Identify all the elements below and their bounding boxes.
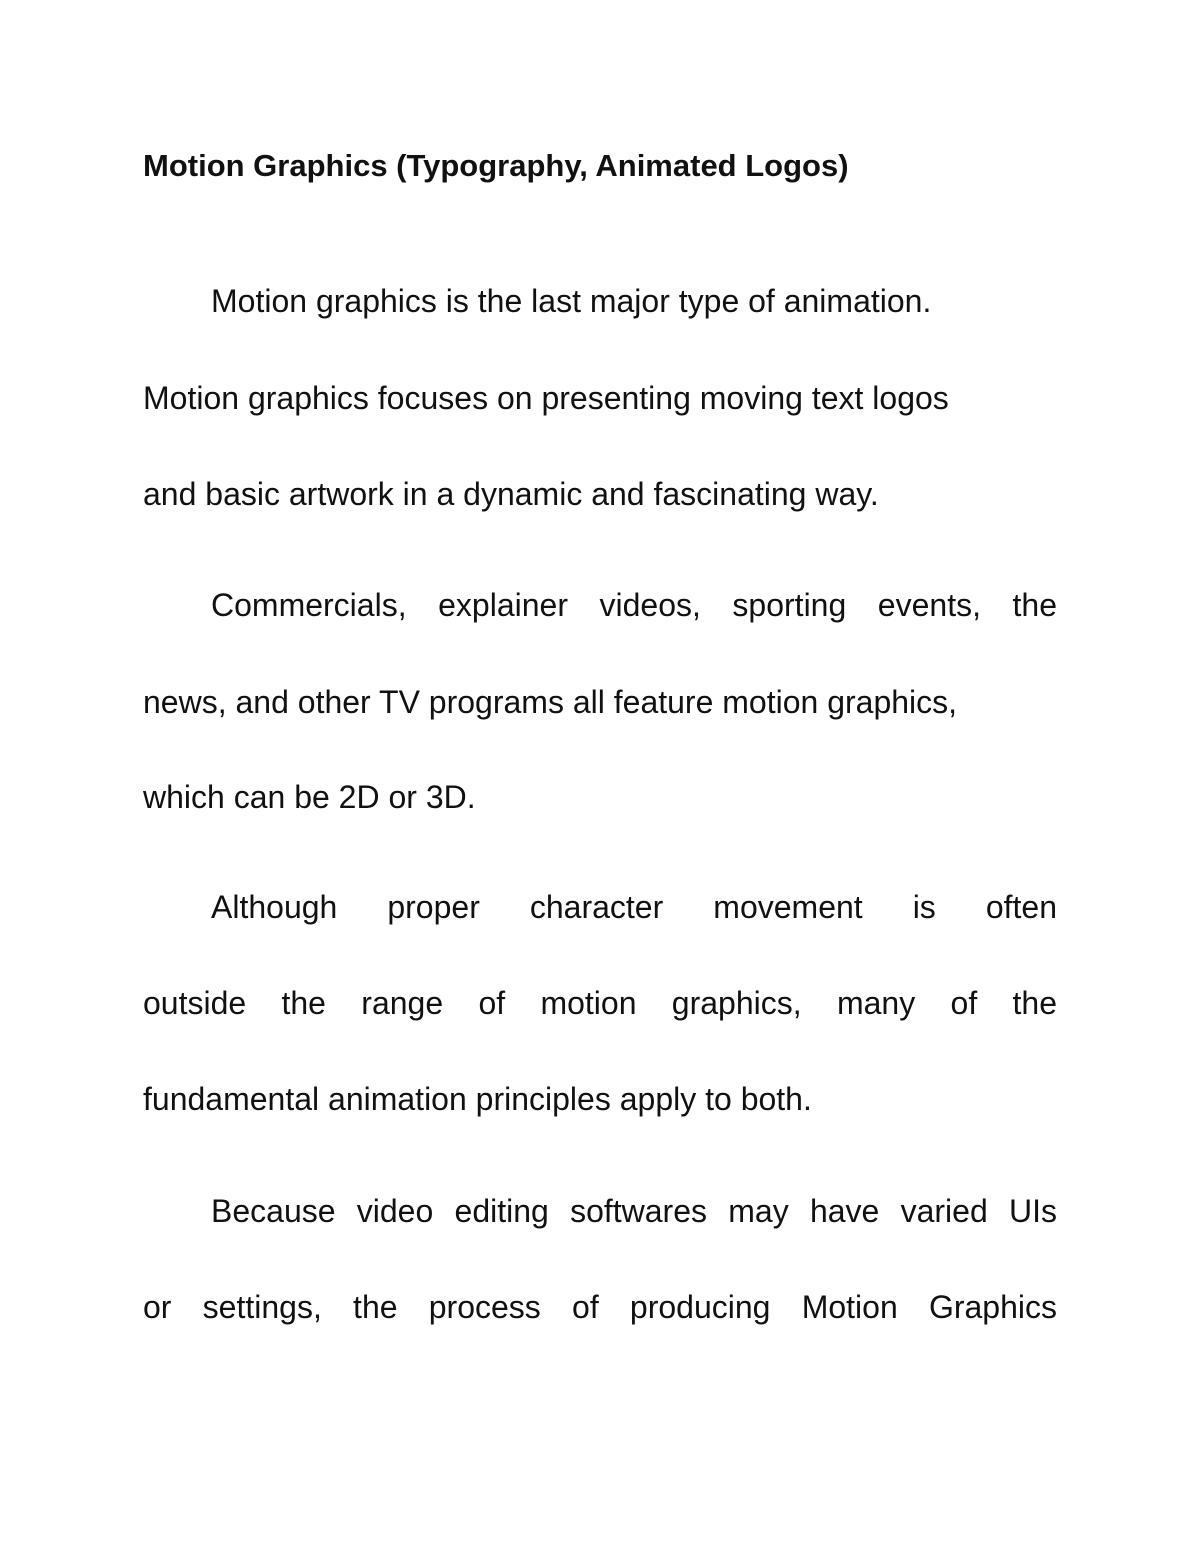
paragraph-4-line-2: or settings, the process of producing Motion Graphics — [143, 1289, 1057, 1325]
document-title: Motion Graphics (Typography, Animated Logos) — [143, 148, 849, 183]
paragraph-3-line-2: outside the range of motion graphics, many of the — [143, 985, 1057, 1021]
paragraph-2-line-1: Commercials, explainer videos, sporting events, the — [211, 587, 1057, 623]
paragraph-1-line-3: and basic artwork in a dynamic and fascinating way. — [143, 476, 879, 512]
paragraph-2-line-2: news, and other TV programs all feature motion graphics, — [143, 684, 958, 720]
paragraph-2-line-3: which can be 2D or 3D. — [143, 779, 476, 815]
paragraph-3-line-1: Although proper character movement is often — [211, 889, 1057, 925]
paragraph-1-line-1: Motion graphics is the last major type of animation. — [211, 283, 932, 319]
paragraph-4-line-1: Because video editing softwares may have varied UIs — [211, 1193, 1057, 1229]
paragraph-1-line-2: Motion graphics focuses on presenting moving text logos — [143, 380, 949, 416]
paragraph-3-line-3: fundamental animation principles apply to both. — [143, 1081, 812, 1117]
